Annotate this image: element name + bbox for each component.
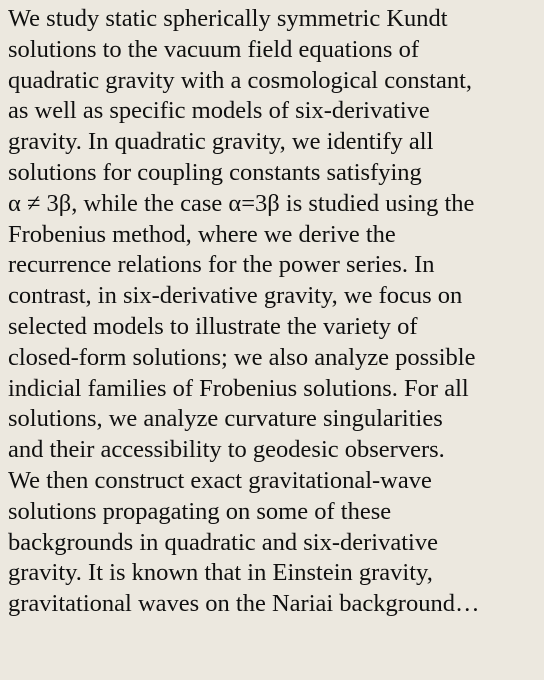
abstract-line: solutions propagating on some of these (8, 497, 392, 525)
abstract-line: as well as specific models of six-derivative (8, 97, 430, 125)
abstract-line: and their accessibility to geodesic observers. (8, 436, 445, 464)
abstract-line: recurrence relations for the power series. In (8, 251, 435, 279)
abstract-line: quadratic gravity with a cosmological constant, (8, 66, 473, 94)
abstract-line: solutions, we analyze curvature singularities (8, 405, 443, 433)
abstract-line: backgrounds in quadratic and six-derivative (8, 528, 438, 556)
abstract-line: selected models to illustrate the variety of (8, 312, 418, 340)
abstract-line: gravity. It is known that in Einstein gravity, (8, 559, 433, 587)
abstract-line: solutions to the vacuum field equations of (8, 35, 419, 63)
abstract-line: α ≠ 3β, while the case α=3β is studied using the (8, 189, 475, 217)
abstract-line: We study static spherically symmetric Kundt (8, 5, 448, 32)
abstract-line: gravity. In quadratic gravity, we identify all (8, 128, 434, 156)
abstract-line: We then construct exact gravitational-wave (8, 466, 432, 494)
abstract-line: Frobenius method, where we derive the (8, 220, 396, 248)
abstract-text (8, 4, 544, 620)
abstract-line: closed-form solutions; we also analyze possible (8, 343, 476, 371)
abstract-line: contrast, in six-derivative gravity, we focus on (8, 282, 463, 310)
abstract-line: solutions for coupling constants satisfying (8, 158, 422, 186)
abstract-line: indicial families of Frobenius solutions. For all (8, 374, 469, 402)
abstract-line: gravitational waves on the Nariai background… (8, 590, 480, 618)
